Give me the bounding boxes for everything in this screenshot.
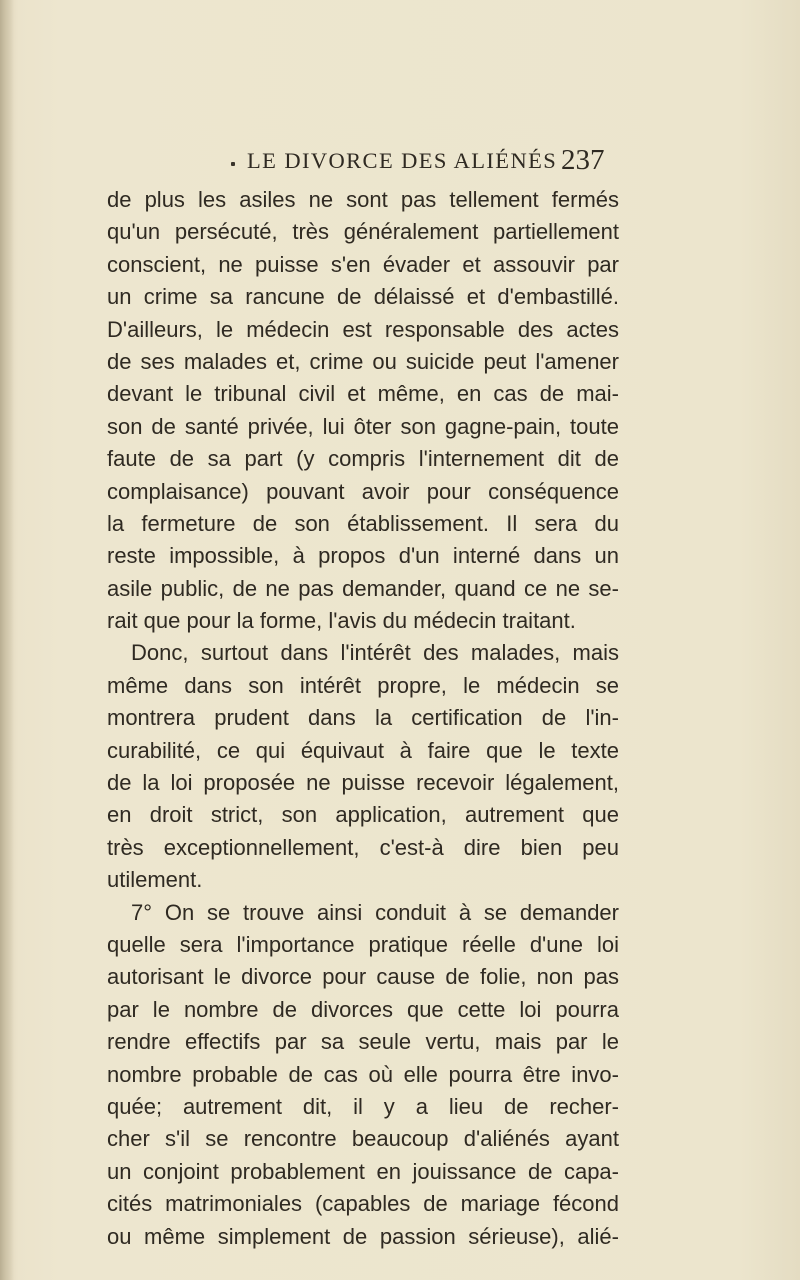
text-line: de plus les asiles ne sont pas tellement fermés [107, 187, 619, 212]
text-line: curabilité, ce qui équivaut à faire que le texte [107, 737, 619, 763]
text-line: conscient, ne puisse s'en évader et assouvir par [107, 251, 619, 277]
text-line: qu'un persécuté, très généralement partiellement [107, 219, 619, 245]
text-line: autorisant le divorce pour cause de folie, non pas [107, 964, 619, 990]
text-line: rait que pour la forme, l'avis du médecin traitant. [107, 608, 576, 634]
text-line: faute de sa part (y compris l'internement dit de [107, 446, 619, 472]
text-line: par le nombre de divorces que cette loi pourra [107, 996, 619, 1022]
text-line: cher s'il se rencontre beaucoup d'aliénés ayant [107, 1126, 619, 1152]
text-line: D'ailleurs, le médecin est responsable des actes [107, 316, 619, 342]
text-line: la fermeture de son établissement. Il sera du [107, 510, 619, 536]
header-dot [231, 162, 235, 166]
text-line: un crime sa rancune de délaissé et d'embastillé. [107, 284, 619, 310]
body-text [107, 184, 619, 1253]
binding-shadow [0, 0, 14, 1280]
text-line: en droit strict, son application, autrement que [107, 802, 619, 828]
text-line: asile public, de ne pas demander, quand ce ne se- [107, 575, 619, 601]
text-line: Donc, surtout dans l'intérêt des malades, mais [131, 640, 619, 666]
text-line: de ses malades et, crime ou suicide peut l'amener [107, 348, 619, 374]
text-line: reste impossible, à propos d'un interné dans un [107, 543, 619, 569]
text-line: complaisance) pouvant avoir pour conséquence [107, 478, 619, 504]
text-line: quée; autrement dit, il y a lieu de recher- [107, 1093, 619, 1119]
text-line: quelle sera l'importance pratique réelle d'une loi [107, 931, 619, 957]
text-line: de la loi proposée ne puisse recevoir légalement, [107, 770, 619, 796]
text-line: son de santé privée, lui ôter son gagne-pain, toute [107, 413, 619, 439]
text-line: montrera prudent dans la certification de l'in- [107, 705, 619, 731]
running-head [0, 146, 800, 182]
text-line: 7° On se trouve ainsi conduit à se demander [131, 899, 619, 925]
text-line: nombre probable de cas où elle pourra être invo- [107, 1061, 619, 1087]
text-line: même dans son intérêt propre, le médecin se [107, 672, 619, 698]
text-line: rendre effectifs par sa seule vertu, mais par le [107, 1029, 619, 1055]
text-line: très exceptionnellement, c'est-à dire bien peu [107, 834, 619, 860]
text-line: utilement. [107, 867, 203, 893]
page-number: 237 [561, 144, 605, 176]
text-line: ou même simplement de passion sérieuse), alié- [107, 1223, 619, 1249]
text-line: un conjoint probablement en jouissance de capa- [107, 1158, 619, 1184]
text-line: devant le tribunal civil et même, en cas de mai- [107, 381, 619, 407]
running-head-title: LE DIVORCE DES ALIÉNÉS [247, 148, 558, 173]
text-line: cités matrimoniales (capables de mariage fécond [107, 1191, 619, 1217]
